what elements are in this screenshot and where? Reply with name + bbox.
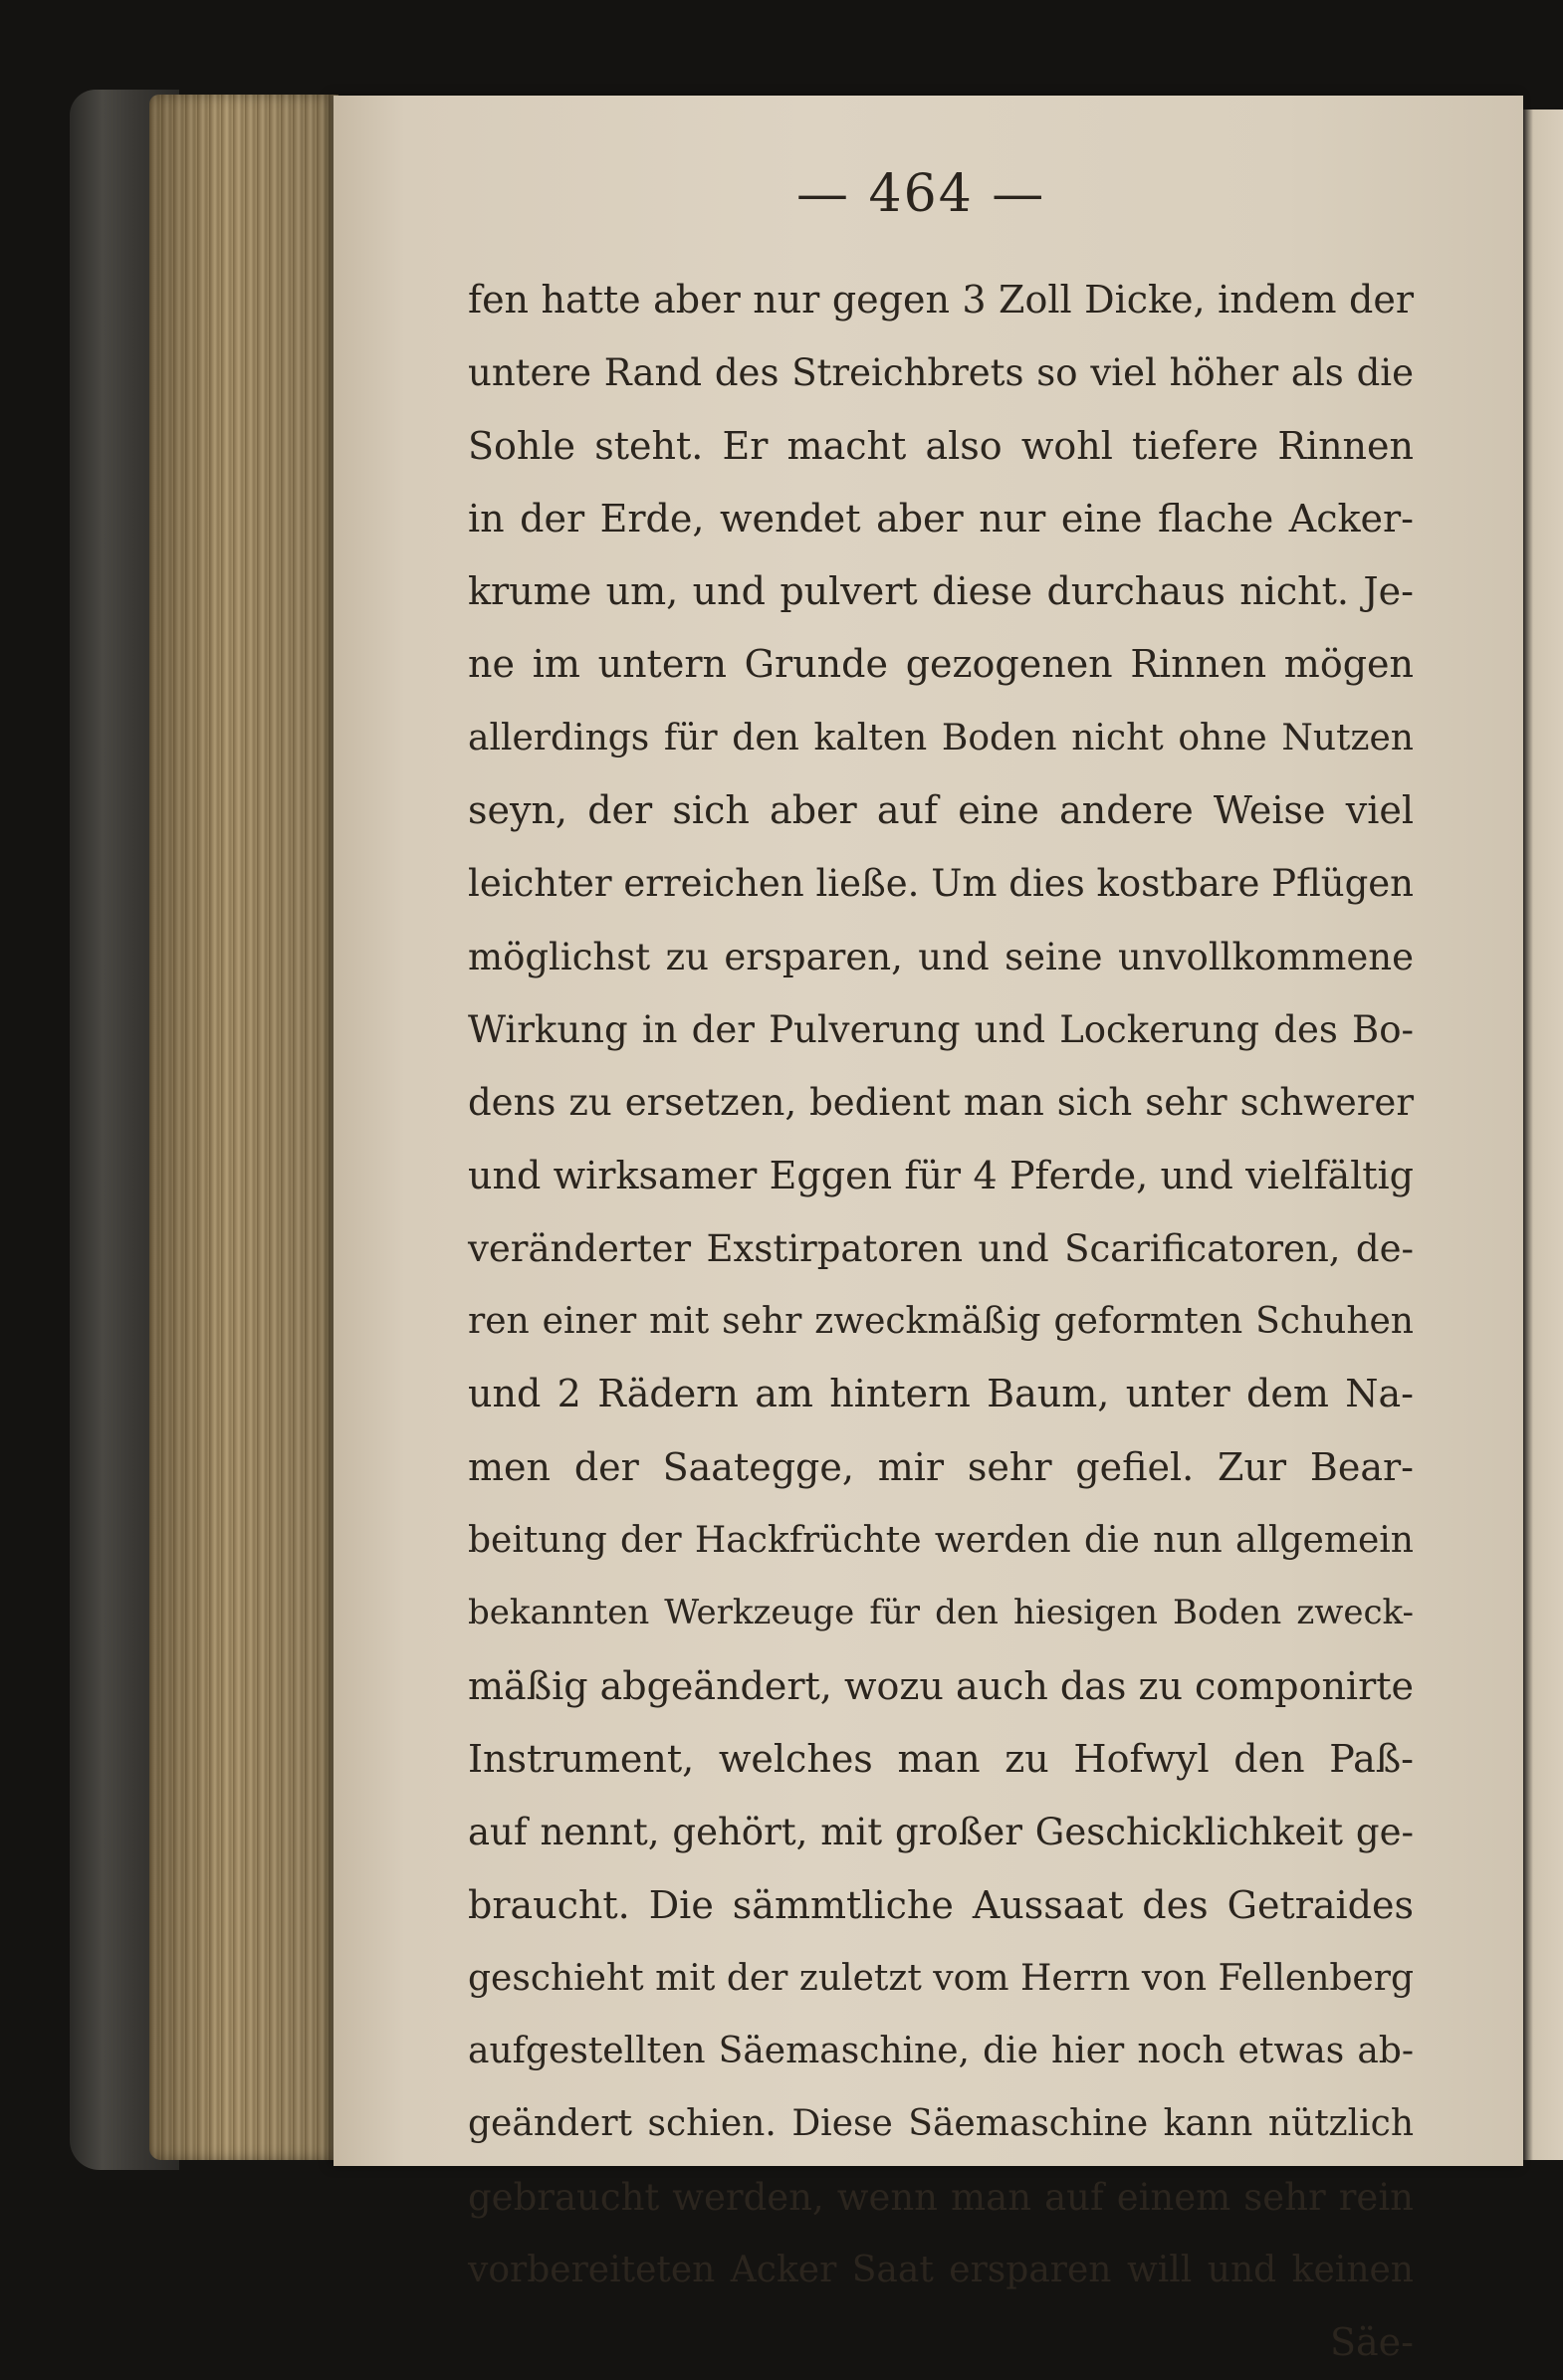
text-line: geschieht mit der zuletzt vom Herrn von Fellenberg bbox=[468, 1957, 1414, 1999]
page-number: — 464 — bbox=[796, 164, 1046, 224]
text-line: krume um, und pulvert diese durchaus nicht. Je- bbox=[468, 569, 1414, 614]
text-line: dens zu ersetzen, bedient man sich sehr schwerer bbox=[468, 1081, 1414, 1125]
text-line: braucht. Die sämmtliche Aussaat des Getraides bbox=[468, 1882, 1414, 1927]
text-line: untere Rand des Streichbrets so viel höher als die bbox=[468, 351, 1414, 395]
body-text bbox=[468, 264, 1414, 2380]
text-line: bekannten Werkzeuge für den hiesigen Boden zweck- bbox=[468, 1593, 1414, 1633]
text-line: ne im untern Grunde gezogenen Rinnen mögen bbox=[468, 642, 1414, 687]
text-line: men der Saategge, mir sehr gefiel. Zur Bear- bbox=[468, 1444, 1414, 1489]
text-line: mäßig abgeändert, wozu auch das zu componirte bbox=[468, 1663, 1414, 1708]
text-line: seyn, der sich aber auf eine andere Weise viel bbox=[468, 788, 1414, 833]
text-line: ren einer mit sehr zweckmäßig geformten Schuhen bbox=[468, 1301, 1414, 1343]
text-line: aufgestellten Säemaschine, die hier noch etwas ab- bbox=[468, 2031, 1414, 2072]
text-line: Sohle steht. Er macht also wohl tiefere Rinnen bbox=[468, 423, 1414, 468]
text-line: leichter erreichen ließe. Um dies kostbare Pflügen bbox=[468, 862, 1414, 906]
text-line: veränderter Exstirpatoren und Scarificatoren, de- bbox=[468, 1226, 1414, 1270]
text-line: geändert schien. Diese Säemaschine kann nützlich bbox=[468, 2103, 1414, 2145]
text-line: allerdings für den kalten Boden nicht ohne Nutzen bbox=[468, 717, 1414, 758]
text-line: fen hatte aber nur gegen 3 Zoll Dicke, indem der bbox=[468, 278, 1414, 322]
text-line: beitung der Hackfrüchte werden die nun allgemein bbox=[468, 1520, 1414, 1562]
page-edges-shadow bbox=[149, 95, 338, 2160]
text-line: gebraucht werden, wenn man auf einem sehr rein bbox=[468, 2175, 1414, 2219]
text-line: Wirkung in der Pulverung und Lockerung des Bo- bbox=[468, 1007, 1414, 1051]
next-page-edge bbox=[1523, 109, 1563, 2160]
text-line: vorbereiteten Acker Saat ersparen will und keinen bbox=[468, 2250, 1414, 2291]
text-line: Instrument, welches man zu Hofwyl den Paß- bbox=[468, 1736, 1414, 1781]
text-line: und 2 Rädern am hintern Baum, unter dem Na- bbox=[468, 1372, 1414, 1416]
text-line: in der Erde, wendet aber nur eine flache Acker- bbox=[468, 496, 1414, 541]
text-line: auf nennt, gehört, mit großer Geschicklichkeit ge- bbox=[468, 1811, 1414, 1854]
text-line: möglichst zu ersparen, und seine unvollkommene bbox=[468, 935, 1414, 978]
text-line: und wirksamer Eggen für 4 Pferde, und vielfältig bbox=[468, 1153, 1414, 1197]
catchword: Säe- bbox=[1329, 2320, 1414, 2365]
